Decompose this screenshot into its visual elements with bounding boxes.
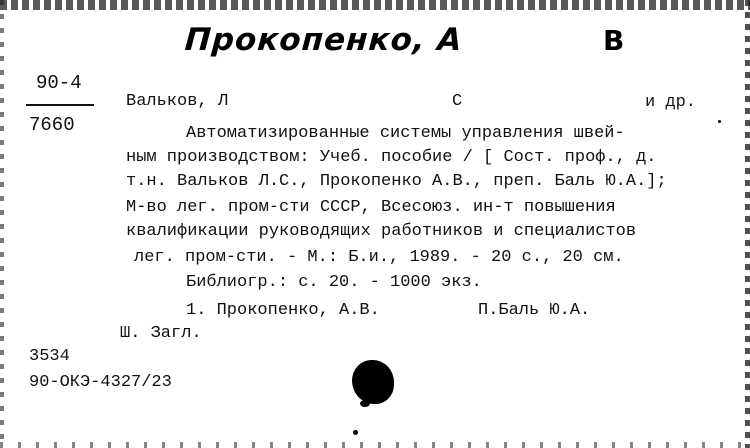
title-line-1: Автоматизированные системы управления швей- bbox=[186, 124, 625, 143]
punch-hole bbox=[352, 360, 394, 404]
publisher-line-1: М-во лег. пром-сти СССР, Всесоюз. ин-т повышения bbox=[126, 198, 616, 217]
shelf-mark-bottom: 7660 bbox=[29, 114, 75, 136]
shelf-mark-top: 90-4 bbox=[36, 72, 82, 94]
imprint-line: лег. пром-сти. - М.: Б.и., 1989. - 20 с., 20 см. bbox=[134, 248, 624, 267]
publisher-line-2: квалификации руководящих работников и специалистов bbox=[126, 222, 637, 241]
torn-bottom-edge bbox=[0, 442, 750, 448]
title-line-2: ным производством: Учеб. пособие / [ Сост. проф., д. bbox=[126, 148, 657, 167]
author-heading: Вальков, Л bbox=[126, 92, 229, 111]
torn-top-edge bbox=[0, 0, 750, 10]
author-heading-letter: С bbox=[452, 92, 463, 111]
title-line-3: т.н. Вальков Л.С., Прокопенко А.В., преп. Баль Ю.А.]; bbox=[126, 172, 667, 191]
bibliography-note: Библиогр.: с. 20. - 1000 экз. bbox=[186, 273, 482, 292]
ink-speck bbox=[353, 430, 358, 435]
torn-left-edge bbox=[0, 0, 4, 448]
handwritten-letter: В bbox=[603, 24, 625, 57]
author-heading-etal: и др. bbox=[645, 93, 697, 112]
tracing-entry-2: П.Баль Ю.А. bbox=[478, 301, 591, 320]
ink-speck bbox=[718, 120, 721, 123]
tracing-entry-3: Ш. Загл. bbox=[120, 324, 202, 343]
handwritten-author-name: Прокопенко, А bbox=[183, 22, 464, 58]
inventory-number: 3534 bbox=[29, 347, 70, 366]
shelf-mark-divider bbox=[26, 104, 94, 106]
torn-right-edge bbox=[745, 0, 750, 448]
tracing-entry-1: 1. Прокопенко, А.В. bbox=[186, 301, 380, 320]
inventory-code: 90-ОКЭ-4327/23 bbox=[29, 373, 172, 392]
